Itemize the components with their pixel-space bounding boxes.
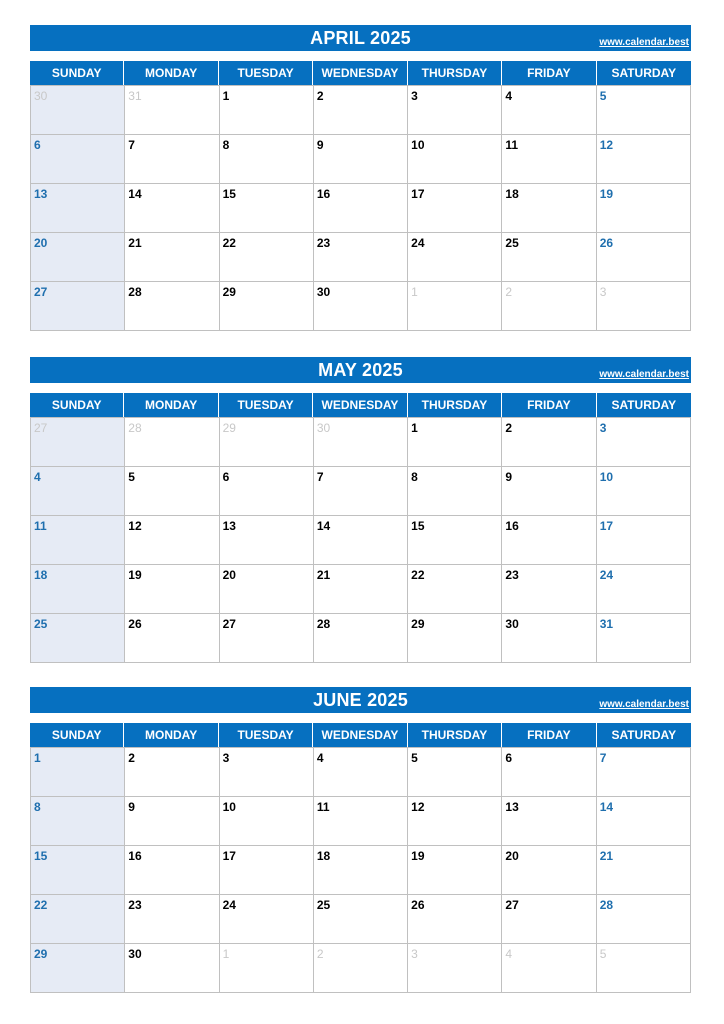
day-cell-outside-month: 1 — [220, 944, 314, 993]
day-cell: 26 — [408, 895, 502, 944]
day-cell: 23 — [125, 895, 219, 944]
day-cell: 29 — [31, 944, 125, 993]
day-cell: 11 — [314, 797, 408, 846]
month-title: APRIL 2025 — [310, 27, 411, 48]
day-cell-outside-month: 3 — [408, 944, 502, 993]
weekday-friday: FRIDAY — [502, 723, 596, 747]
day-cell: 25 — [31, 614, 125, 663]
day-cell: 11 — [502, 135, 596, 184]
day-cell: 17 — [597, 516, 691, 565]
weekday-tuesday: TUESDAY — [219, 61, 313, 85]
day-cell-outside-month: 30 — [314, 418, 408, 467]
day-cell: 26 — [125, 614, 219, 663]
day-cell: 1 — [220, 86, 314, 135]
day-cell: 23 — [314, 233, 408, 282]
day-cell-outside-month: 2 — [502, 282, 596, 331]
day-cell: 8 — [31, 797, 125, 846]
day-cell: 1 — [408, 418, 502, 467]
weekday-friday: FRIDAY — [502, 393, 596, 417]
day-cell: 28 — [314, 614, 408, 663]
day-cell: 19 — [125, 565, 219, 614]
day-cell: 15 — [220, 184, 314, 233]
day-cell-outside-month: 4 — [502, 944, 596, 993]
day-cell: 18 — [314, 846, 408, 895]
day-cell-outside-month: 28 — [125, 418, 219, 467]
day-cell: 9 — [314, 135, 408, 184]
day-cell: 5 — [408, 748, 502, 797]
day-cell: 25 — [314, 895, 408, 944]
day-cell: 24 — [220, 895, 314, 944]
weekday-thursday: THURSDAY — [408, 61, 502, 85]
day-cell: 16 — [314, 184, 408, 233]
day-cell: 21 — [125, 233, 219, 282]
day-cell: 19 — [408, 846, 502, 895]
weekday-header — [30, 61, 691, 85]
month-title: MAY 2025 — [318, 359, 403, 380]
day-cell: 18 — [31, 565, 125, 614]
month-title: JUNE 2025 — [313, 689, 408, 710]
site-link[interactable]: www.calendar.best — [599, 699, 689, 710]
day-grid — [30, 417, 691, 663]
day-cell: 12 — [597, 135, 691, 184]
day-cell: 24 — [597, 565, 691, 614]
day-cell: 30 — [314, 282, 408, 331]
weekday-tuesday: TUESDAY — [219, 723, 313, 747]
day-cell: 28 — [125, 282, 219, 331]
day-cell: 2 — [502, 418, 596, 467]
site-link[interactable]: www.calendar.best — [599, 37, 689, 48]
day-cell: 10 — [597, 467, 691, 516]
day-cell: 21 — [597, 846, 691, 895]
day-cell-outside-month: 3 — [597, 282, 691, 331]
day-cell: 7 — [125, 135, 219, 184]
site-link[interactable]: www.calendar.best — [599, 369, 689, 380]
day-cell: 12 — [125, 516, 219, 565]
day-cell: 3 — [597, 418, 691, 467]
day-cell-outside-month: 31 — [125, 86, 219, 135]
day-cell: 13 — [31, 184, 125, 233]
weekday-thursday: THURSDAY — [408, 723, 502, 747]
day-cell: 16 — [502, 516, 596, 565]
weekday-wednesday: WEDNESDAY — [313, 61, 407, 85]
day-cell: 1 — [31, 748, 125, 797]
day-cell-outside-month: 30 — [31, 86, 125, 135]
weekday-header — [30, 393, 691, 417]
day-cell: 8 — [408, 467, 502, 516]
weekday-monday: MONDAY — [124, 723, 218, 747]
month-title-bar — [30, 25, 691, 51]
weekday-sunday: SUNDAY — [30, 393, 124, 417]
day-cell: 10 — [408, 135, 502, 184]
day-cell: 22 — [408, 565, 502, 614]
weekday-friday: FRIDAY — [502, 61, 596, 85]
day-cell-outside-month: 5 — [597, 944, 691, 993]
month-title-bar — [30, 357, 691, 383]
day-cell: 13 — [220, 516, 314, 565]
day-cell: 27 — [220, 614, 314, 663]
day-cell: 6 — [220, 467, 314, 516]
day-cell: 11 — [31, 516, 125, 565]
day-cell: 15 — [31, 846, 125, 895]
day-cell: 17 — [408, 184, 502, 233]
day-cell: 15 — [408, 516, 502, 565]
day-cell: 30 — [502, 614, 596, 663]
weekday-sunday: SUNDAY — [30, 61, 124, 85]
day-cell: 27 — [502, 895, 596, 944]
weekday-monday: MONDAY — [124, 61, 218, 85]
day-cell: 3 — [408, 86, 502, 135]
day-cell: 7 — [314, 467, 408, 516]
day-cell: 14 — [125, 184, 219, 233]
weekday-thursday: THURSDAY — [408, 393, 502, 417]
day-cell-outside-month: 2 — [314, 944, 408, 993]
day-cell: 30 — [125, 944, 219, 993]
day-cell-outside-month: 29 — [220, 418, 314, 467]
month-may — [30, 357, 691, 663]
weekday-tuesday: TUESDAY — [219, 393, 313, 417]
day-cell: 16 — [125, 846, 219, 895]
month-april — [30, 25, 691, 331]
day-cell: 10 — [220, 797, 314, 846]
day-cell: 2 — [314, 86, 408, 135]
day-cell: 13 — [502, 797, 596, 846]
day-cell: 14 — [597, 797, 691, 846]
weekday-sunday: SUNDAY — [30, 723, 124, 747]
day-cell: 4 — [314, 748, 408, 797]
day-cell: 18 — [502, 184, 596, 233]
day-cell: 29 — [220, 282, 314, 331]
day-cell-outside-month: 1 — [408, 282, 502, 331]
weekday-wednesday: WEDNESDAY — [313, 393, 407, 417]
day-cell: 23 — [502, 565, 596, 614]
day-cell: 5 — [597, 86, 691, 135]
day-cell: 22 — [31, 895, 125, 944]
day-cell: 28 — [597, 895, 691, 944]
day-cell: 24 — [408, 233, 502, 282]
weekday-saturday: SATURDAY — [611, 398, 677, 412]
day-cell: 25 — [502, 233, 596, 282]
day-cell: 12 — [408, 797, 502, 846]
day-cell: 21 — [314, 565, 408, 614]
day-cell: 17 — [220, 846, 314, 895]
weekday-saturday: SATURDAY — [611, 728, 677, 742]
weekday-wednesday: WEDNESDAY — [313, 723, 407, 747]
day-cell: 2 — [125, 748, 219, 797]
day-cell: 20 — [220, 565, 314, 614]
day-cell: 7 — [597, 748, 691, 797]
day-cell: 20 — [31, 233, 125, 282]
day-cell: 14 — [314, 516, 408, 565]
day-cell: 5 — [125, 467, 219, 516]
day-cell: 9 — [502, 467, 596, 516]
weekday-monday: MONDAY — [124, 393, 218, 417]
weekday-saturday: SATURDAY — [611, 66, 677, 80]
day-cell: 27 — [31, 282, 125, 331]
month-title-bar — [30, 687, 691, 713]
day-cell: 6 — [31, 135, 125, 184]
day-cell: 8 — [220, 135, 314, 184]
weekday-header — [30, 723, 691, 747]
day-cell: 29 — [408, 614, 502, 663]
day-cell: 31 — [597, 614, 691, 663]
day-cell: 3 — [220, 748, 314, 797]
day-cell: 19 — [597, 184, 691, 233]
day-cell: 26 — [597, 233, 691, 282]
day-grid — [30, 747, 691, 993]
month-june — [30, 687, 691, 993]
day-cell-outside-month: 27 — [31, 418, 125, 467]
day-grid — [30, 85, 691, 331]
day-cell: 22 — [220, 233, 314, 282]
day-cell: 4 — [502, 86, 596, 135]
day-cell: 6 — [502, 748, 596, 797]
day-cell: 4 — [31, 467, 125, 516]
day-cell: 20 — [502, 846, 596, 895]
day-cell: 9 — [125, 797, 219, 846]
